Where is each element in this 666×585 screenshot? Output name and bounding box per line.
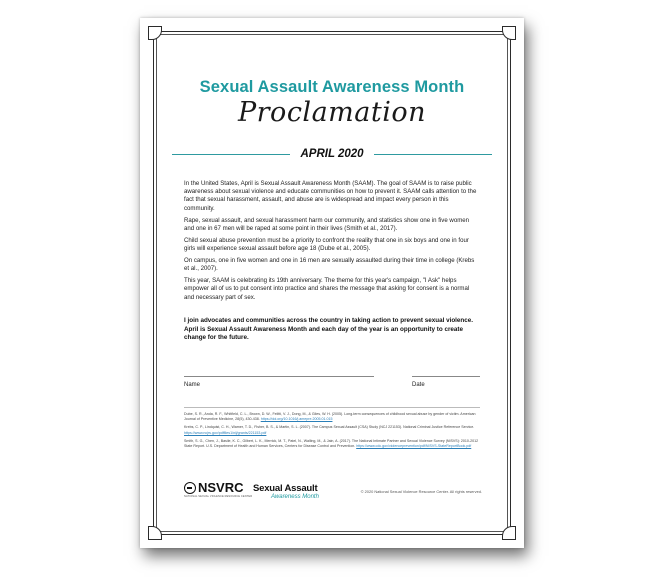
divider <box>172 154 290 155</box>
name-label: Name <box>184 382 201 388</box>
nsvrc-logo-subtitle: NATIONAL SEXUAL VIOLENCE RESOURCE CENTER <box>184 495 253 498</box>
divider <box>374 154 492 155</box>
saam-logo-main: Sexual Assault <box>253 483 318 494</box>
saam-logo <box>253 478 319 500</box>
date-signature-line[interactable] <box>412 376 480 377</box>
divider <box>184 407 480 408</box>
body-paragraph: In the United States, April is Sexual Assault Awareness Month (SAAM). The goal of SAAM is to raise public awareness about sexual violence and educate communities on how to prevent it. SAAM calls attention to the fact that sexual harassment, assault, and abuse are is widespread and impact every person in this community. <box>184 180 477 212</box>
reference-link[interactable]: https://www.cdc.gov/violenceprevention/pdf/NISVS-StateReportBook.pdf <box>356 444 472 449</box>
nsvrc-logo <box>184 480 244 495</box>
body-paragraph: Rape, sexual assault, and sexual harassment harm our community, and statistics show one in five women and one in 67 men will be raped at some point in their lives (Smith et al., 2017). <box>184 216 470 232</box>
body-paragraph: This year, SAAM is celebrating its 19th anniversary. The theme for this year's campaign, "I Ask" helps empower all of us to put consent into practice and shares the message that asking for consent is a normal and necessary part of sex. <box>184 277 470 301</box>
body-paragraph: On campus, one in five women and one in 16 men are sexually assaulted during their time in college (Krebs et al., 2007). <box>184 257 475 273</box>
proclamation-body <box>184 180 480 306</box>
references <box>184 412 480 452</box>
nsvrc-logo-text: NSVRC <box>198 480 244 495</box>
date-banner <box>172 146 492 162</box>
reference-item <box>184 425 480 435</box>
saam-logo-sub: Awareness Month <box>271 494 319 500</box>
reference-link[interactable]: https://www.ncjrs.gov/pdffiles1/nij/grants/221153.pdf <box>184 430 267 435</box>
proclamation-sheet <box>140 18 524 548</box>
pledge-statement: I join advocates and communities across the country in taking action to prevent sexual violence. April is Sexual Assault Awareness Month and each day of the year is an opportunity to create change for the future. <box>184 317 474 341</box>
proclamation-heading: Proclamation <box>237 97 426 128</box>
proclamation-date: APRIL 2020 <box>300 148 364 160</box>
frame-corner-ornament <box>502 526 516 540</box>
date-label: Date <box>412 382 425 388</box>
body-paragraph: Child sexual abuse prevention must be a priority to confront the reality that one in six boys and one in four girls will experience sexual assault before age 18 (Dube et al., 2005). <box>184 236 469 253</box>
reference-text: Smith, S. G., Chen, J., Basile, K. C., Gilbert, L. K., Merrick, M. T., Patel, N., Walling, M., & Jain, A. (2017). The National Intimate Partner and Sexual Violence Survey (NISVS): 2010-2012 State Report. U.S. Department of Health and Human Services, Centers for Disease Control and Prevention. <box>184 438 479 449</box>
reference-text: Krebs, C. P., Lindquist, C. H., Warner, T. D., Fisher, B. S., & Martin, S. L. (2007). The Campus Sexual Assault (CSA) Study (NCJ 221153). National Criminal Justice Reference Service. <box>184 425 475 430</box>
reference-text: Dube, S. R., Anda, R. F., Whitfield, C. L., Brown, D. W., Felitti, V. J., Dong, M., & Giles, W. H. (2005). Long-term consequences of childhood sexual abuse by gender of victim. American Journal of Preventive Medicine, 28(5), 430-438. <box>184 412 476 422</box>
reference-item <box>184 439 480 449</box>
campaign-title: Sexual Assault Awareness Month <box>199 78 465 96</box>
copyright-notice: © 2020 National Sexual Violence Resource Center. All rights reserved. <box>360 489 482 494</box>
reference-link[interactable]: https://doi.org/10.1016/j.amepre.2005.01.015 <box>260 417 333 422</box>
name-signature-line[interactable] <box>184 376 374 377</box>
reference-item <box>184 412 480 422</box>
nsvrc-logo-icon <box>184 482 196 494</box>
